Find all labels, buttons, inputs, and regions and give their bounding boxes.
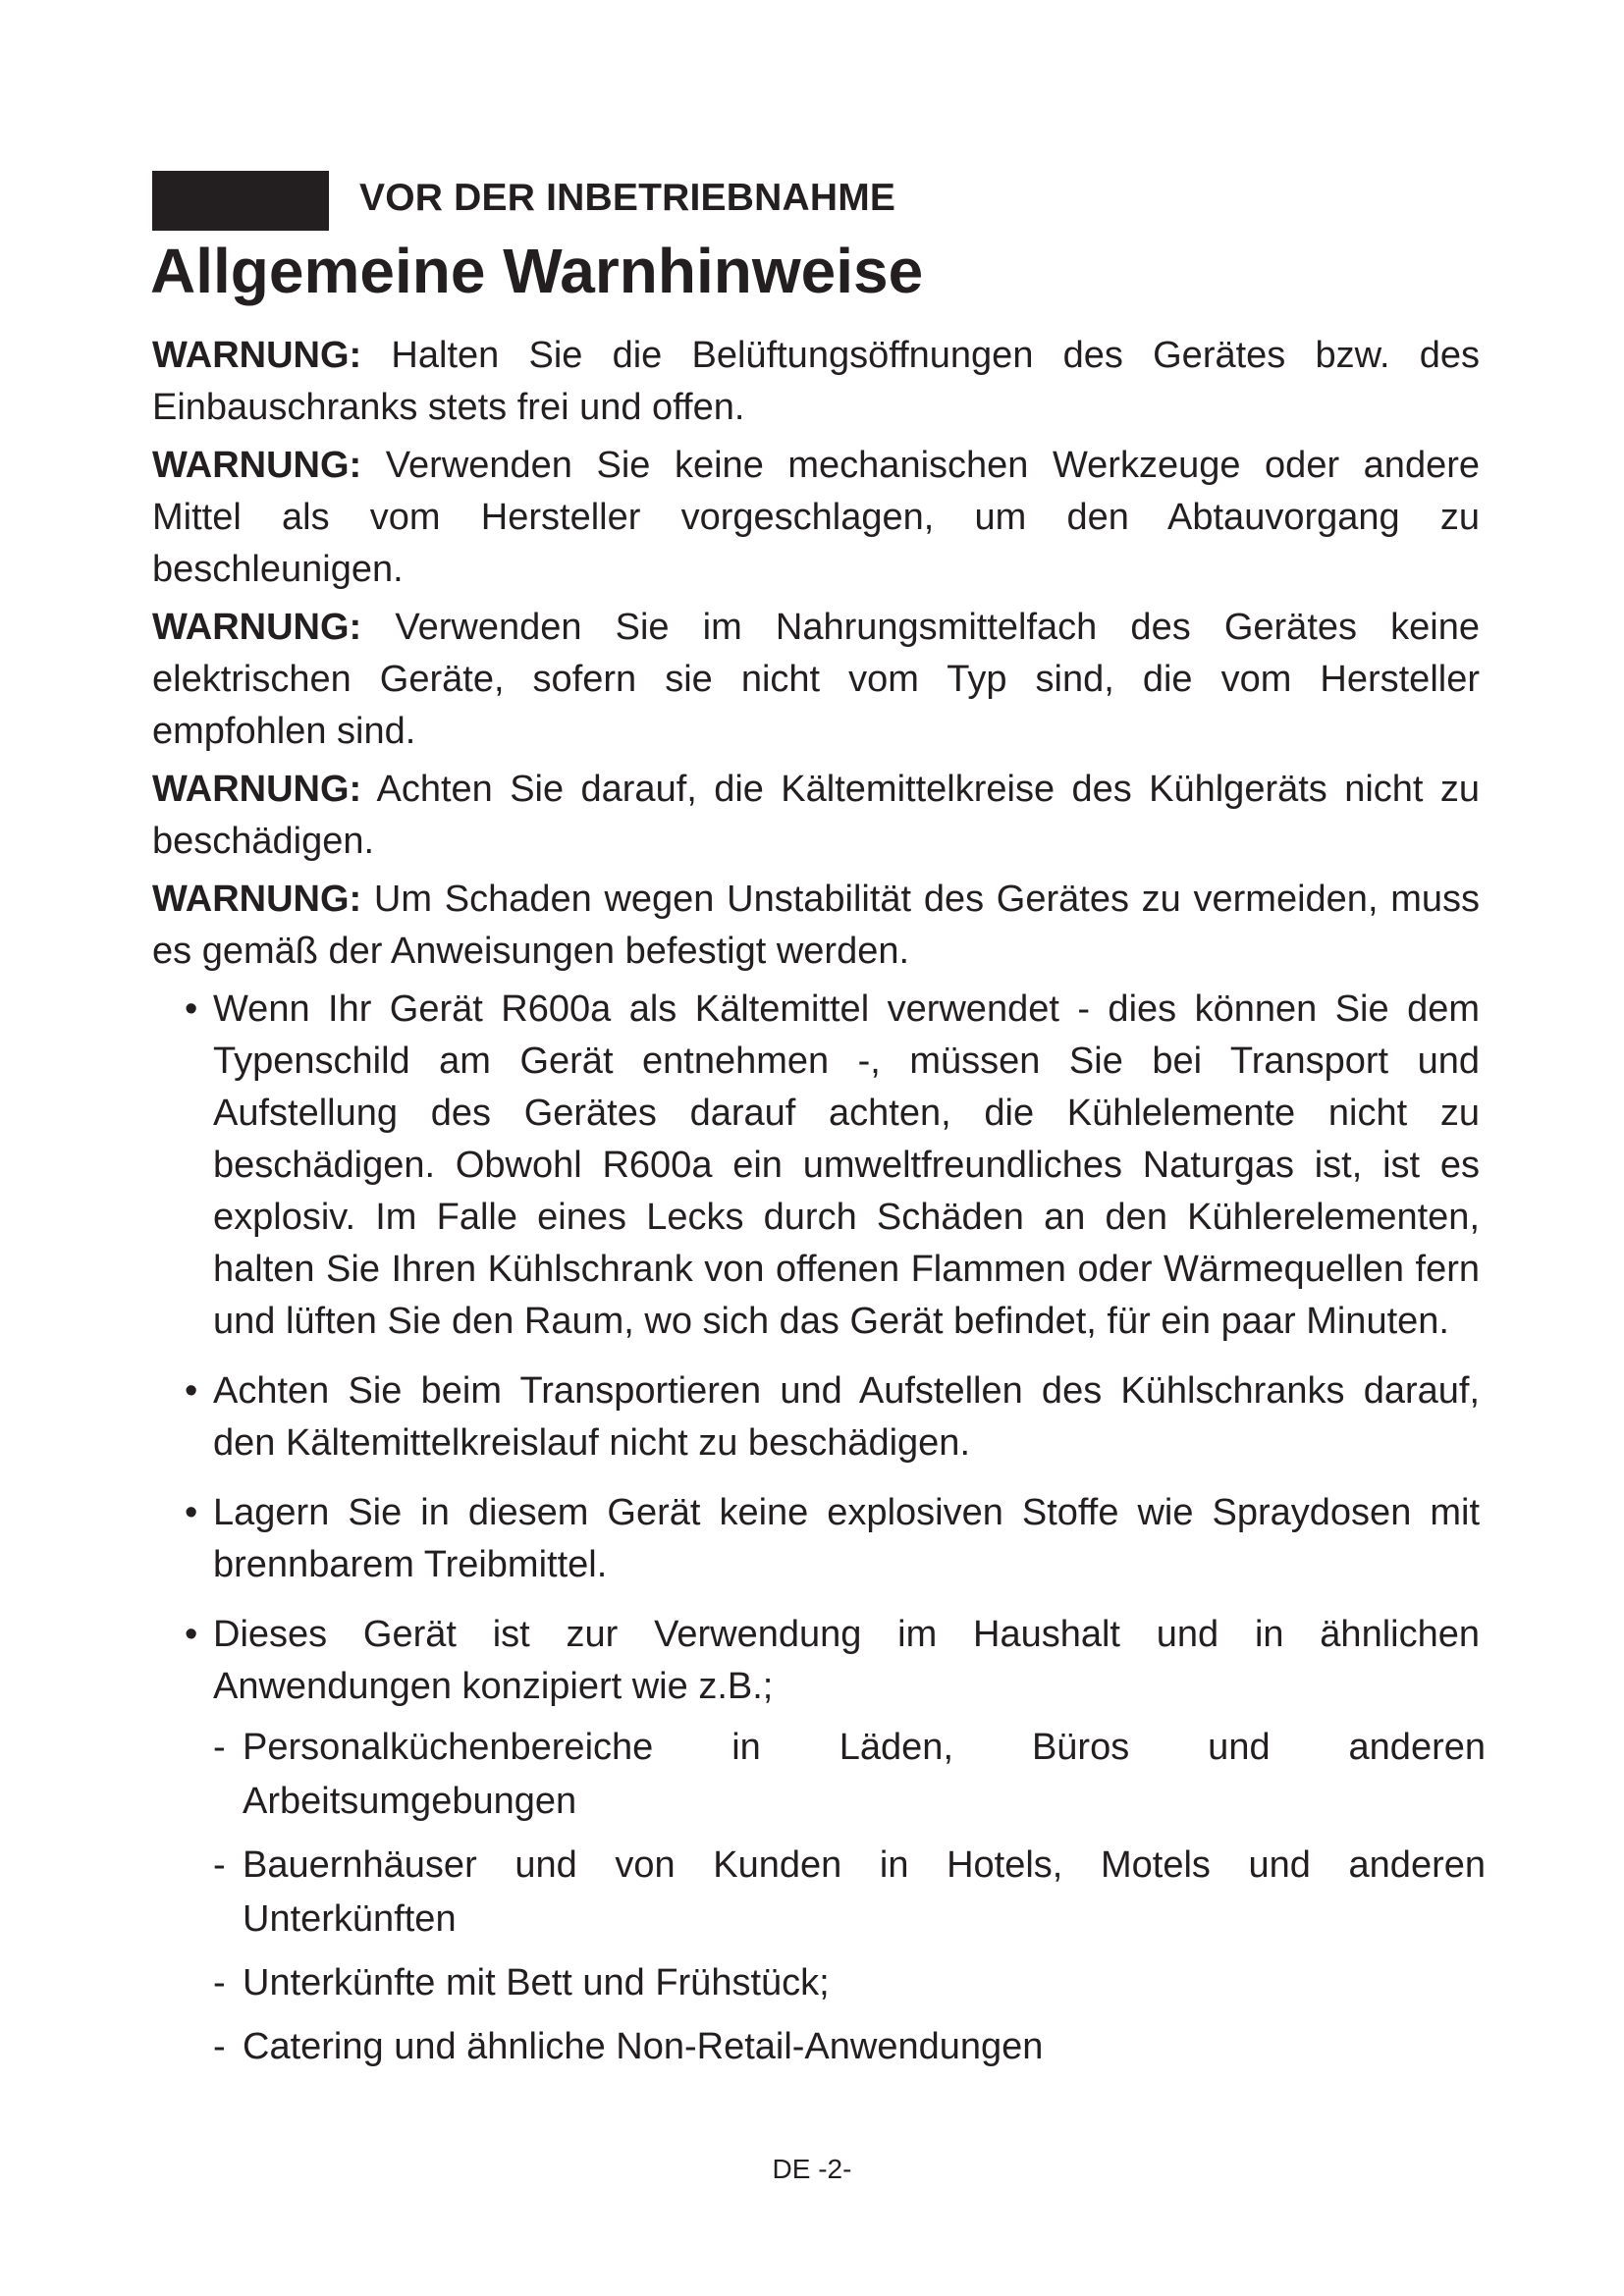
bullet-item	[152, 1487, 1480, 1591]
section-label: VOR DER INBETRIEBNAHME	[359, 177, 896, 219]
sublist-marker: -	[213, 1844, 226, 1886]
warning-text: Verwenden Sie im Nahrungsmittelfach des Gerätes keine elektrischen Geräte, sofern sie nicht vom Typ sind, die vom Hersteller empfohlen sind.	[152, 607, 1480, 752]
bullet-marker: •	[185, 988, 198, 1030]
bullet-marker: •	[185, 1370, 198, 1412]
sublist-marker: -	[213, 2026, 226, 2067]
bullet-text: Lagern Sie in diesem Gerät keine explosiven Stoffe wie Spraydosen mit brennbarem Treibmittel.	[213, 1492, 1480, 1585]
sublist-text: Catering und ähnliche Non-Retail-Anwendungen	[243, 2026, 1044, 2067]
warning-label: WARNUNG:	[152, 607, 362, 648]
bullet-marker: •	[185, 1614, 198, 1655]
warning-paragraph	[152, 440, 1480, 596]
sublist-item	[213, 1956, 1486, 2010]
sublist-item	[213, 1839, 1486, 1947]
warning-paragraph	[152, 330, 1480, 434]
warning-text: Achten Sie darauf, die Kältemittelkreise des Kühlgeräts nicht zu beschädigen.	[152, 769, 1480, 862]
section-marker-bar	[152, 171, 329, 231]
sublist-marker: -	[213, 1727, 226, 1768]
usage-sublist	[213, 1721, 1486, 2074]
warning-label: WARNUNG:	[152, 335, 362, 376]
warning-paragraph	[152, 874, 1480, 978]
sublist-marker: -	[213, 1962, 226, 2003]
page-title: Allgemeine Warnhinweise	[150, 236, 924, 306]
warning-text: Verwenden Sie keine mechanischen Werkzeuge oder andere Mittel als vom Hersteller vorgeschlagen, um den Abtauvorgang zu beschleunigen.	[152, 445, 1480, 590]
bullet-text: Achten Sie beim Transportieren und Aufstellen des Kühlschranks darauf, den Kältemittelkreislauf nicht zu beschädigen.	[213, 1370, 1480, 1464]
body-text	[152, 330, 1486, 2092]
warning-text: Um Schaden wegen Unstabilität des Gerätes zu vermeiden, muss es gemäß der Anweisungen befestigt werden.	[152, 879, 1480, 972]
sublist-text: Personalküchenbereiche in Läden, Büros und anderen Arbeitsumgebungen	[243, 1727, 1486, 1822]
bullet-item	[152, 1609, 1486, 2074]
bullet-text: Wenn Ihr Gerät R600a als Kältemittel verwendet - dies können Sie dem Typenschild am Gerät entnehmen -, müssen Sie bei Transport und Aufstellung des Gerätes darauf achten, die Kühlelemente nicht zu beschädigen. Obwohl R600a ein umweltfreundliches Naturgas ist, ist es explosiv. Im Falle eines Lecks durch Schäden an den Kühlerelementen, halten Sie Ihren Kühlschrank von offenen Flammen oder Wärmequellen fern und lüften Sie den Raum, wo sich das Gerät befindet, für ein paar Minuten.	[213, 988, 1480, 1342]
warning-label: WARNUNG:	[152, 445, 362, 486]
warning-paragraph	[152, 602, 1480, 758]
bullet-item	[152, 984, 1480, 1348]
sublist-item	[213, 2020, 1486, 2074]
bullet-list	[152, 984, 1486, 2074]
sublist-text: Unterkünfte mit Bett und Frühstück;	[243, 1962, 830, 2003]
bullet-text: Dieses Gerät ist zur Verwendung im Haushalt und in ähnlichen Anwendungen konzipiert wie z.B.;	[213, 1614, 1480, 1707]
page-number: DE -2-	[772, 2154, 852, 2184]
warning-label: WARNUNG:	[152, 769, 362, 810]
bullet-marker: •	[185, 1492, 198, 1533]
bullet-item	[152, 1365, 1480, 1469]
warning-text: Halten Sie die Belüftungsöffnungen des Gerätes bzw. des Einbauschranks stets frei und offen.	[152, 335, 1481, 428]
warning-paragraph	[152, 764, 1480, 868]
sublist-item	[213, 1721, 1486, 1829]
sublist-text: Bauernhäuser und von Kunden in Hotels, Motels und anderen Unterkünften	[243, 1844, 1486, 1940]
warning-label: WARNUNG:	[152, 879, 362, 920]
